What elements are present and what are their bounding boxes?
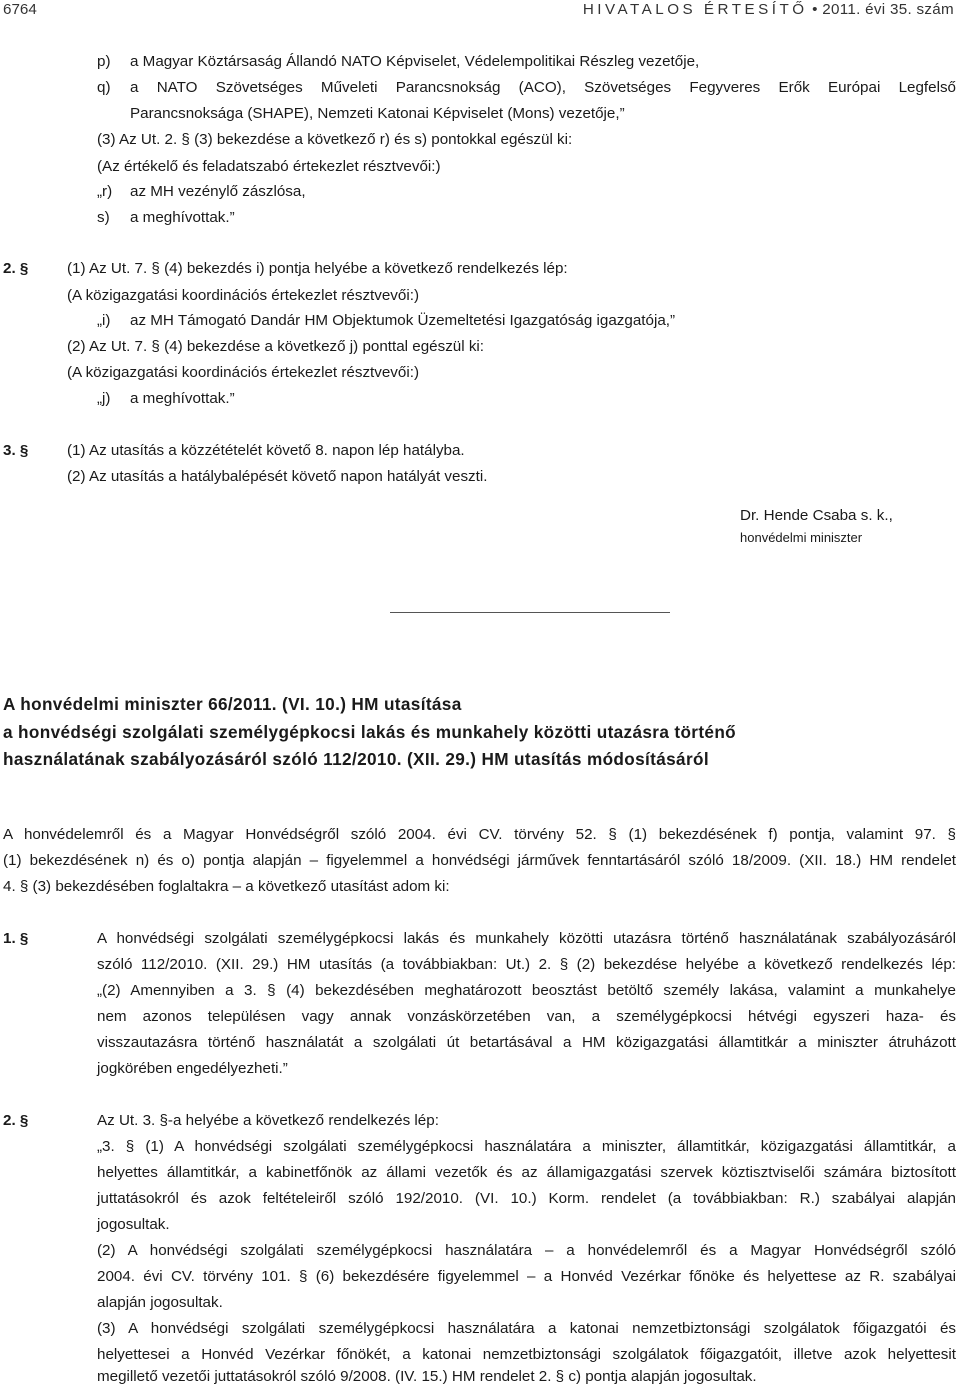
- section3-paragraph2: (2) Az utasítás a hatálybalépését követő napon hatályát veszti.: [67, 468, 488, 485]
- para2-line10: helyettesei a Honvéd Vezérkar főnökét, a katonai nemzetbiztonsági szolgálatok főigazgatóit, illetve azok helyettesit: [97, 1346, 956, 1363]
- para1-line5: visszautazásra történő használatát a szolgálati út betartásával a HM közigazgatási államtitkár a miniszter átruházott: [97, 1034, 956, 1051]
- section2-paragraph1: (1) Az Ut. 7. § (4) bekezdés i) pontja helyébe a következő rendelkezés lép:: [67, 260, 568, 277]
- publication-name: HIVATALOS ÉRTESÍTŐ: [582, 1, 808, 18]
- preamble-line2: (1) bekezdésének n) és o) pontja alapján – figyelemmel a honvédségi járművek fenntartásáról szóló 18/2009. (XII. 18.) HM rendelet: [3, 852, 956, 869]
- section3-paragraph1: (1) Az utasítás a közzétételét követő 8. napon lép hatályba.: [67, 442, 465, 459]
- item-j-label: „j): [97, 390, 111, 407]
- signatory-name: Dr. Hende Csaba s. k.,: [740, 507, 893, 524]
- section2-number: 2. §: [3, 260, 29, 277]
- para2-number: 2. §: [3, 1112, 29, 1129]
- para2-line3: helyettes államtitkár, a kabinetfőnök az állami vezetők és az államigazgatási szervek köztisztviselői számára biztosított: [97, 1164, 956, 1181]
- page-number: 6764: [3, 1, 37, 18]
- item-r-text: az MH vezénylő zászlósa,: [130, 183, 306, 200]
- item-i-label: „i): [97, 312, 111, 329]
- running-header: [583, 0, 954, 20]
- item-i-text: az MH Támogató Dandár HM Objektumok Üzemeltetési Igazgatóság igazgatója,”: [130, 312, 676, 329]
- para2-line11: megillető vezetői juttatásokról szóló 9/2008. (IV. 15.) HM rendelet 2. § c) pontja alapján jogosultak.: [97, 1368, 757, 1385]
- item-s-text: a meghívottak.”: [130, 209, 235, 226]
- issue-label: 2011. évi 35. szám: [822, 1, 954, 18]
- item-j-text: a meghívottak.”: [130, 390, 235, 407]
- decree-title-line3: használatának szabályozásáról szóló 112/2010. (XII. 29.) HM utasítás módosításáról: [3, 749, 709, 769]
- section2-parenthetical2: (A közigazgatási koordinációs értekezlet résztvevői:): [67, 364, 420, 381]
- item-s-label: s): [97, 209, 110, 226]
- section1-paragraph3: (3) Az Ut. 2. § (3) bekezdése a következő r) és s) pontokkal egészül ki:: [97, 131, 573, 148]
- item-q-label: q): [97, 79, 111, 96]
- item-q-text-line1: a NATO Szövetséges Műveleti Parancsnokság (ACO), Szövetséges Fegyveres Erők Európai Legfelső: [130, 79, 956, 96]
- signatory-title: honvédelmi miniszter: [740, 530, 863, 545]
- para1-number: 1. §: [3, 930, 29, 947]
- section-divider: [390, 612, 670, 613]
- para1-line4: nem azonos településen vagy annak vonzáskörzetében van, a személygépkocsi hétvégi egyszeri haza- és: [97, 1008, 956, 1025]
- preamble-line1: A honvédelemről és a Magyar Honvédségről szóló 2004. évi CV. törvény 52. § (1) bekezdésének f) pontja, valamint 97. §: [3, 826, 956, 843]
- para1-line1: A honvédségi szolgálati személygépkocsi lakás és munkahely közötti utazásra történő használatának szabályozásáról: [97, 930, 956, 947]
- para2-line1: Az Ut. 3. §-a helyébe a következő rendelkezés lép:: [97, 1112, 439, 1129]
- para2-line5: jogosultak.: [97, 1216, 170, 1233]
- para2-line8: alapján jogosultak.: [97, 1294, 223, 1311]
- header-separator: •: [812, 1, 818, 18]
- section2-paragraph2: (2) Az Ut. 7. § (4) bekezdése a következő j) ponttal egészül ki:: [67, 338, 485, 355]
- section3-number: 3. §: [3, 442, 29, 459]
- item-p-text: a Magyar Köztársaság Állandó NATO Képviselet, Védelempolitikai Részleg vezetője,: [130, 53, 700, 70]
- para2-line6: (2) A honvédségi szolgálati személygépkocsi használatára – a honvédelemről és a Magyar Honvédségről szóló: [97, 1242, 956, 1259]
- para2-line7: 2004. évi CV. törvény 101. § (6) bekezdésére figyelemmel – a Honvéd Vezérkar főnöke és helyettese az R. szabályai: [97, 1268, 956, 1285]
- item-p-label: p): [97, 53, 111, 70]
- para2-line4: juttatásokról és azok feltételeiről szóló 192/2010. (VI. 10.) Korm. rendelet (a továbbiakban: R.) szabályai alapján: [97, 1190, 956, 1207]
- para2-line9: (3) A honvédségi szolgálati személygépkocsi használatára a katonai nemzetbiztonsági szolgálatok főigazgatói és: [97, 1320, 956, 1337]
- section1-parenthetical: (Az értékelő és feladatszabó értekezlet résztvevői:): [97, 158, 441, 175]
- para1-line3: „(2) Amennyiben a 3. § (4) bekezdésében meghatározott beosztást betöltő személy lakása, valamint a munkahelye: [97, 982, 956, 999]
- item-r-label: „r): [97, 183, 113, 200]
- para1-line2: szóló 112/2010. (XII. 29.) HM utasítás (a továbbiakban: Ut.) 2. § (2) bekezdése helyébe a következő rendelkezés lép:: [97, 956, 956, 973]
- section2-parenthetical1: (A közigazgatási koordinációs értekezlet résztvevői:): [67, 287, 420, 304]
- decree-title-line1: A honvédelmi miniszter 66/2011. (VI. 10.) HM utasítása: [3, 694, 462, 714]
- item-q-text-line2: Parancsnoksága (SHAPE), Nemzeti Katonai Képviselet (Mons) vezetője,”: [130, 105, 625, 122]
- para1-line6: jogkörében engedélyezheti.”: [97, 1060, 288, 1077]
- para2-line2: „3. § (1) A honvédségi szolgálati személygépkocsi használatára a miniszter, államtitkár, közigazgatási államtitkár, a: [97, 1138, 956, 1155]
- preamble-line3: 4. § (3) bekezdésében foglaltakra – a következő utasítást adom ki:: [3, 878, 450, 895]
- decree-title-line2: a honvédségi szolgálati személygépkocsi lakás és munkahely közötti utazásra történő: [3, 722, 737, 742]
